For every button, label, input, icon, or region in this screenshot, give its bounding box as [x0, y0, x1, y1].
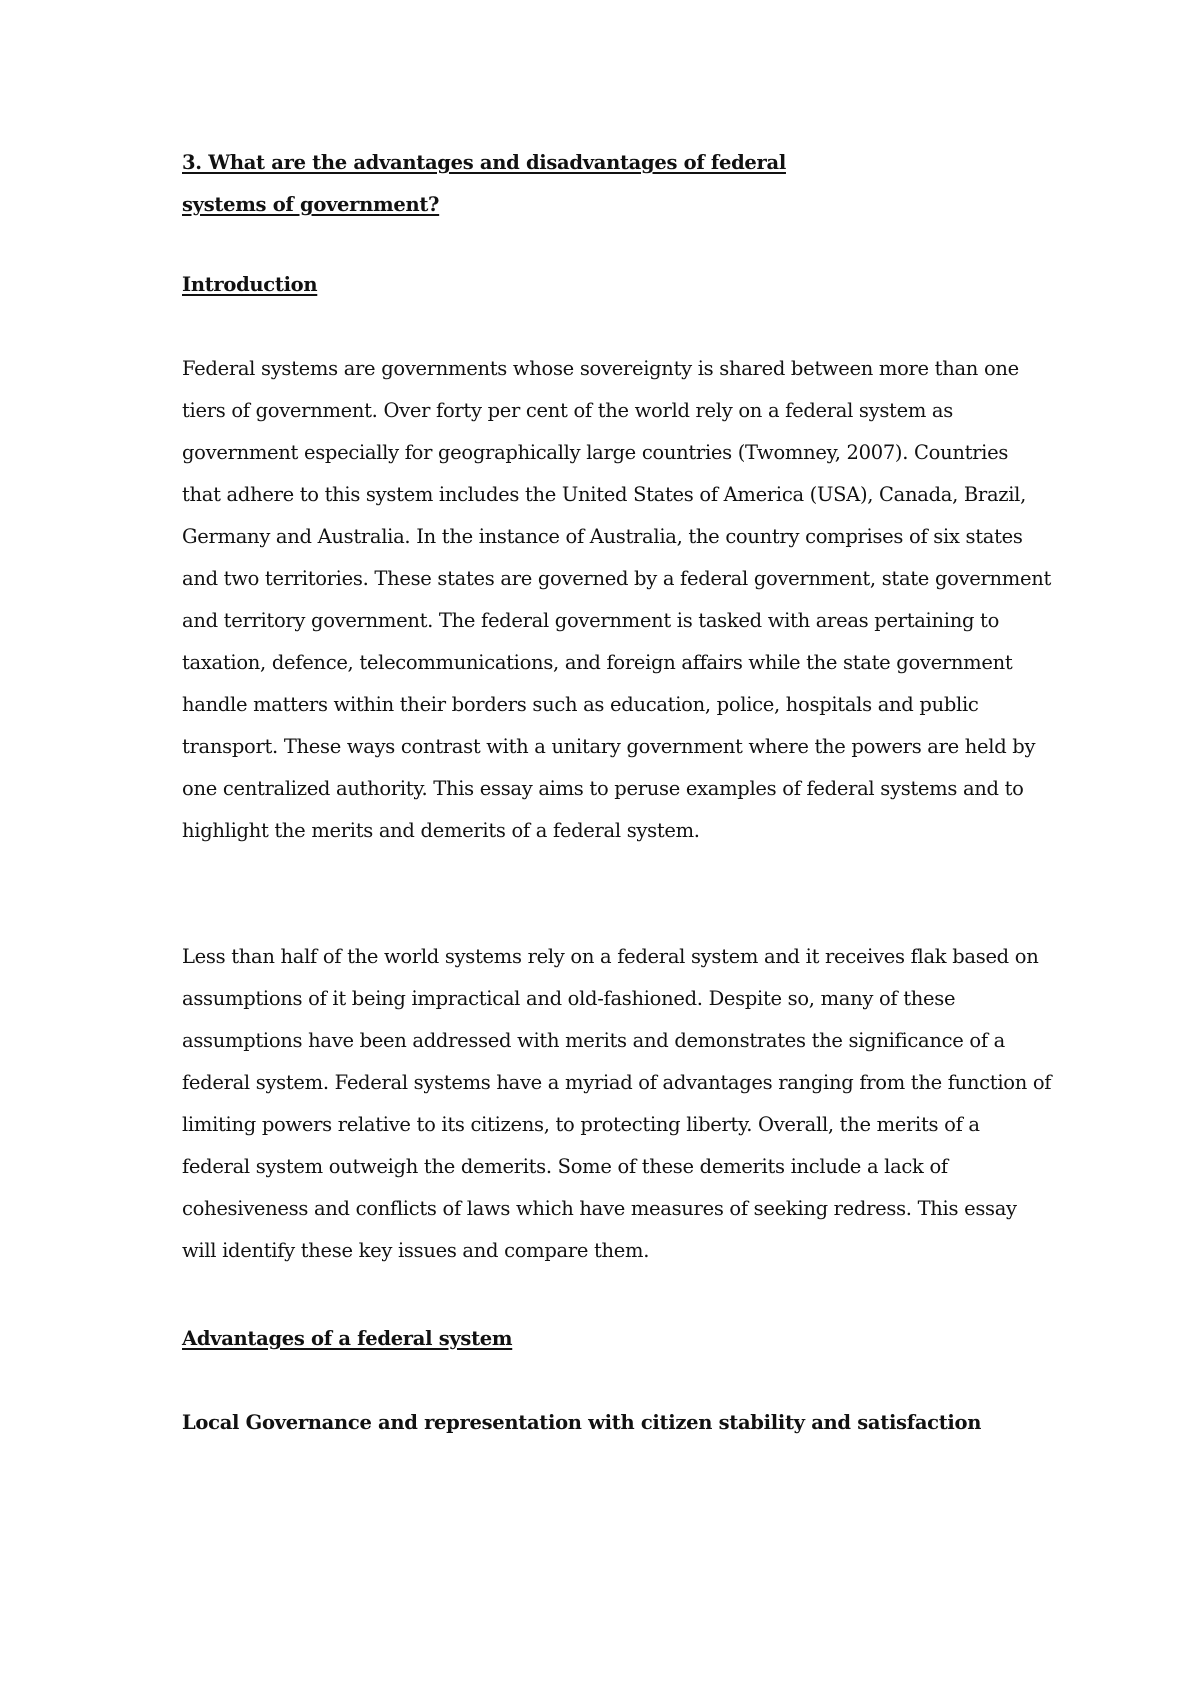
- paragraph-line: limiting powers relative to its citizens, to protecting liberty. Overall, the merits of a: [182, 1113, 980, 1136]
- title-line: 3. What are the advantages and disadvantages of federal: [182, 151, 786, 174]
- subheading: Local Governance and representation with citizen stability and satisfaction: [182, 1411, 982, 1434]
- introduction-heading-block: [182, 264, 1082, 306]
- paragraph-line: assumptions of it being impractical and old-fashioned. Despite so, many of these: [182, 987, 956, 1010]
- paragraph-line: cohesiveness and conflicts of laws which have measures of seeking redress. This essay: [182, 1197, 1017, 1220]
- paragraph-line: Federal systems are governments whose sovereignty is shared between more than one: [182, 357, 1019, 380]
- paragraph-line: Germany and Australia. In the instance of Australia, the country comprises of six states: [182, 525, 1023, 548]
- paragraph-line: that adhere to this system includes the United States of America (USA), Canada, Brazil,: [182, 483, 1027, 506]
- paragraph-line: and territory government. The federal government is tasked with areas pertaining to: [182, 609, 1000, 632]
- advantages-heading: Advantages of a federal system: [182, 1327, 513, 1350]
- advantages-heading-block: [182, 1318, 1082, 1360]
- paragraph-line: taxation, defence, telecommunications, and foreign affairs while the state government: [182, 651, 1013, 674]
- paragraph-line: and two territories. These states are governed by a federal government, state government: [182, 567, 1052, 590]
- subheading-block: [182, 1402, 1082, 1444]
- paragraph-line: federal system outweigh the demerits. Some of these demerits include a lack of: [182, 1155, 948, 1178]
- paragraph-line: will identify these key issues and compare them.: [182, 1239, 650, 1262]
- paragraph-line: tiers of government. Over forty per cent of the world rely on a federal system as: [182, 399, 953, 422]
- paragraph-line: one centralized authority. This essay aims to peruse examples of federal systems and to: [182, 777, 1024, 800]
- title-line: systems of government?: [182, 193, 440, 216]
- paragraph-line: highlight the merits and demerits of a federal system.: [182, 819, 700, 842]
- paragraph-2: [182, 936, 1082, 1272]
- paragraph-1: [182, 348, 1082, 852]
- document-title: [182, 142, 1082, 226]
- paragraph-line: Less than half of the world systems rely on a federal system and it receives flak based on: [182, 945, 1039, 968]
- paragraph-line: government especially for geographically large countries (Twomney, 2007). Countries: [182, 441, 1009, 464]
- paragraph-line: federal system. Federal systems have a myriad of advantages ranging from the function of: [182, 1071, 1052, 1094]
- paragraph-line: transport. These ways contrast with a unitary government where the powers are held by: [182, 735, 1036, 758]
- introduction-heading: Introduction: [182, 273, 318, 296]
- paragraph-line: handle matters within their borders such as education, police, hospitals and public: [182, 693, 979, 716]
- paragraph-line: assumptions have been addressed with merits and demonstrates the significance of a: [182, 1029, 1005, 1052]
